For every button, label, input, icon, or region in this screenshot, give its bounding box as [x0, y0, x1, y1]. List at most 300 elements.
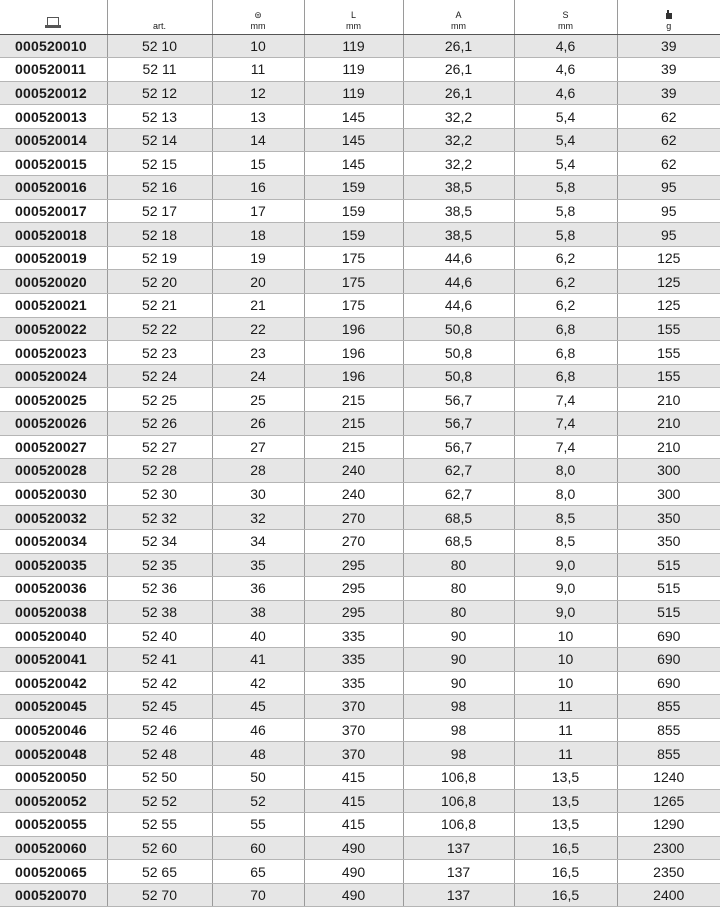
a-mm: 68,5	[403, 506, 514, 530]
size-mm: 30	[212, 482, 304, 506]
weight-g: 1290	[617, 813, 720, 837]
size-mm: 27	[212, 435, 304, 459]
table-row	[0, 695, 720, 719]
article-number: 52 42	[107, 671, 212, 695]
length-mm: 196	[304, 364, 403, 388]
length-mm: 295	[304, 577, 403, 601]
a-mm: 56,7	[403, 412, 514, 436]
product-code: 000520020	[0, 270, 107, 294]
size-mm: 20	[212, 270, 304, 294]
weight-g: 855	[617, 695, 720, 719]
length-mm: 159	[304, 176, 403, 200]
product-code: 000520035	[0, 553, 107, 577]
product-code: 000520012	[0, 81, 107, 105]
table-row	[0, 317, 720, 341]
s-mm: 11	[514, 742, 617, 766]
article-number: 52 27	[107, 435, 212, 459]
article-number: 52 12	[107, 81, 212, 105]
weight-g: 515	[617, 600, 720, 624]
weight-unit: g	[666, 20, 672, 31]
article-number: 52 22	[107, 317, 212, 341]
product-code: 000520046	[0, 718, 107, 742]
article-number: 52 35	[107, 553, 212, 577]
table-row	[0, 199, 720, 223]
product-code: 000520016	[0, 176, 107, 200]
a-mm: 32,2	[403, 128, 514, 152]
weight-g: 855	[617, 742, 720, 766]
weight-g: 1240	[617, 765, 720, 789]
length-mm: 270	[304, 506, 403, 530]
length-mm: 119	[304, 34, 403, 58]
s-mm: 11	[514, 695, 617, 719]
s-mm: 16,5	[514, 860, 617, 884]
table-row	[0, 246, 720, 270]
a-mm: 44,6	[403, 294, 514, 318]
size-mm: 18	[212, 223, 304, 247]
weight-g: 2350	[617, 860, 720, 884]
size-mm: 35	[212, 553, 304, 577]
article-number: 52 70	[107, 883, 212, 907]
product-code: 000520060	[0, 836, 107, 860]
length-mm: 415	[304, 765, 403, 789]
s-mm: 10	[514, 647, 617, 671]
article-number: 52 36	[107, 577, 212, 601]
header-length	[304, 0, 403, 34]
weight-g: 125	[617, 294, 720, 318]
table-row	[0, 577, 720, 601]
table-row	[0, 270, 720, 294]
s-mm: 4,6	[514, 81, 617, 105]
length-mm: 335	[304, 671, 403, 695]
s-mm: 5,4	[514, 152, 617, 176]
table-row	[0, 482, 720, 506]
s-mm: 6,8	[514, 364, 617, 388]
size-mm: 48	[212, 742, 304, 766]
size-mm: 25	[212, 388, 304, 412]
weight-g: 855	[617, 718, 720, 742]
size-mm: 10	[212, 34, 304, 58]
weight-g: 39	[617, 81, 720, 105]
table-row	[0, 341, 720, 365]
s-mm: 7,4	[514, 388, 617, 412]
article-number: 52 28	[107, 459, 212, 483]
size-unit: mm	[250, 20, 266, 31]
article-number: 52 60	[107, 836, 212, 860]
a-mm: 106,8	[403, 813, 514, 837]
s-mm: 13,5	[514, 813, 617, 837]
size-mm: 50	[212, 765, 304, 789]
size-mm: 24	[212, 364, 304, 388]
a-mm: 62,7	[403, 459, 514, 483]
weight-icon	[666, 10, 672, 19]
length-mm: 175	[304, 294, 403, 318]
article-number: 52 46	[107, 718, 212, 742]
length-mm: 415	[304, 813, 403, 837]
s-mm: 10	[514, 624, 617, 648]
product-code: 000520042	[0, 671, 107, 695]
weight-g: 210	[617, 412, 720, 436]
table-row	[0, 128, 720, 152]
product-code: 000520019	[0, 246, 107, 270]
weight-g: 2400	[617, 883, 720, 907]
table-row	[0, 529, 720, 553]
article-number: 52 13	[107, 105, 212, 129]
article-number: 52 32	[107, 506, 212, 530]
article-number: 52 11	[107, 58, 212, 82]
a-mm: 56,7	[403, 388, 514, 412]
a-mm: 50,8	[403, 364, 514, 388]
length-mm: 335	[304, 647, 403, 671]
size-mm: 13	[212, 105, 304, 129]
article-number: 52 45	[107, 695, 212, 719]
a-mm: 62,7	[403, 482, 514, 506]
weight-g: 515	[617, 553, 720, 577]
table-row	[0, 860, 720, 884]
product-code: 000520050	[0, 765, 107, 789]
s-mm: 7,4	[514, 412, 617, 436]
s-mm: 5,4	[514, 105, 617, 129]
size-mm: 22	[212, 317, 304, 341]
a-mm: 38,5	[403, 223, 514, 247]
size-mm: 55	[212, 813, 304, 837]
length-mm: 119	[304, 81, 403, 105]
weight-g: 155	[617, 364, 720, 388]
size-mm: 21	[212, 294, 304, 318]
table-row	[0, 647, 720, 671]
size-mm: 14	[212, 128, 304, 152]
length-unit: mm	[346, 20, 361, 31]
weight-g: 690	[617, 624, 720, 648]
table-row	[0, 81, 720, 105]
article-number: 52 52	[107, 789, 212, 813]
weight-g: 39	[617, 34, 720, 58]
size-mm: 42	[212, 671, 304, 695]
size-mm: 11	[212, 58, 304, 82]
weight-g: 690	[617, 647, 720, 671]
s-mm: 13,5	[514, 789, 617, 813]
table-row	[0, 765, 720, 789]
weight-g: 2300	[617, 836, 720, 860]
s-unit: mm	[558, 20, 573, 31]
product-code: 000520010	[0, 34, 107, 58]
article-number: 52 10	[107, 34, 212, 58]
a-mm: 38,5	[403, 176, 514, 200]
s-mm: 8,0	[514, 482, 617, 506]
s-mm: 11	[514, 718, 617, 742]
table-row	[0, 883, 720, 907]
size-mm: 60	[212, 836, 304, 860]
product-code: 000520015	[0, 152, 107, 176]
weight-g: 125	[617, 270, 720, 294]
size-mm: 45	[212, 695, 304, 719]
a-mm: 38,5	[403, 199, 514, 223]
s-mm: 9,0	[514, 577, 617, 601]
s-mm: 6,2	[514, 270, 617, 294]
header-a	[403, 0, 514, 34]
size-mm: 65	[212, 860, 304, 884]
a-mm: 137	[403, 883, 514, 907]
a-mm: 50,8	[403, 317, 514, 341]
length-mm: 335	[304, 624, 403, 648]
a-mm: 90	[403, 671, 514, 695]
size-mm: 16	[212, 176, 304, 200]
a-mm: 44,6	[403, 270, 514, 294]
length-mm: 370	[304, 695, 403, 719]
article-number: 52 40	[107, 624, 212, 648]
size-mm: 36	[212, 577, 304, 601]
article-number: 52 14	[107, 128, 212, 152]
weight-g: 62	[617, 128, 720, 152]
table-row	[0, 789, 720, 813]
article-number: 52 38	[107, 600, 212, 624]
weight-g: 39	[617, 58, 720, 82]
length-mm: 490	[304, 836, 403, 860]
article-number: 52 41	[107, 647, 212, 671]
length-mm: 145	[304, 128, 403, 152]
size-mm: 12	[212, 81, 304, 105]
size-mm: 40	[212, 624, 304, 648]
a-mm: 106,8	[403, 765, 514, 789]
table-row	[0, 600, 720, 624]
s-mm: 8,5	[514, 529, 617, 553]
product-code: 000520065	[0, 860, 107, 884]
table-row	[0, 388, 720, 412]
article-number: 52 34	[107, 529, 212, 553]
a-mm: 32,2	[403, 105, 514, 129]
product-code: 000520028	[0, 459, 107, 483]
product-code: 000520023	[0, 341, 107, 365]
length-mm: 159	[304, 223, 403, 247]
length-mm: 490	[304, 883, 403, 907]
a-mm: 32,2	[403, 152, 514, 176]
length-mm: 240	[304, 482, 403, 506]
table-row	[0, 412, 720, 436]
length-mm: 175	[304, 270, 403, 294]
a-mm: 98	[403, 742, 514, 766]
length-mm: 295	[304, 600, 403, 624]
product-code: 000520040	[0, 624, 107, 648]
product-code: 000520055	[0, 813, 107, 837]
weight-g: 300	[617, 482, 720, 506]
header-weight	[617, 0, 720, 34]
s-label: S	[562, 9, 569, 20]
article-number: 52 26	[107, 412, 212, 436]
product-code: 000520041	[0, 647, 107, 671]
length-mm: 196	[304, 317, 403, 341]
a-label: A	[455, 9, 462, 20]
s-mm: 7,4	[514, 435, 617, 459]
table-row	[0, 624, 720, 648]
size-mm: 26	[212, 412, 304, 436]
weight-g: 350	[617, 506, 720, 530]
table-row	[0, 152, 720, 176]
s-mm: 13,5	[514, 765, 617, 789]
article-label: art.	[152, 20, 166, 31]
table-row	[0, 553, 720, 577]
a-mm: 26,1	[403, 34, 514, 58]
product-code: 000520014	[0, 128, 107, 152]
article-number: 52 17	[107, 199, 212, 223]
weight-g: 95	[617, 223, 720, 247]
s-mm: 9,0	[514, 600, 617, 624]
table-body	[0, 34, 720, 907]
size-mm: 52	[212, 789, 304, 813]
article-number: 52 25	[107, 388, 212, 412]
a-mm: 80	[403, 553, 514, 577]
length-mm: 196	[304, 341, 403, 365]
size-mm: 41	[212, 647, 304, 671]
table-row	[0, 364, 720, 388]
a-mm: 137	[403, 836, 514, 860]
article-number: 52 65	[107, 860, 212, 884]
s-mm: 6,8	[514, 341, 617, 365]
a-mm: 106,8	[403, 789, 514, 813]
length-mm: 145	[304, 105, 403, 129]
article-number: 52 15	[107, 152, 212, 176]
weight-g: 62	[617, 152, 720, 176]
size-mm: 28	[212, 459, 304, 483]
product-code: 000520026	[0, 412, 107, 436]
weight-g: 95	[617, 199, 720, 223]
size-mm: 19	[212, 246, 304, 270]
length-mm: 415	[304, 789, 403, 813]
table-row	[0, 671, 720, 695]
length-mm: 215	[304, 412, 403, 436]
table-row	[0, 34, 720, 58]
weight-g: 690	[617, 671, 720, 695]
table-row	[0, 718, 720, 742]
length-mm: 145	[304, 152, 403, 176]
length-mm: 295	[304, 553, 403, 577]
weight-g: 155	[617, 341, 720, 365]
s-mm: 5,8	[514, 176, 617, 200]
article-number: 52 48	[107, 742, 212, 766]
size-mm: 32	[212, 506, 304, 530]
s-mm: 5,8	[514, 223, 617, 247]
a-mm: 90	[403, 647, 514, 671]
article-number: 52 19	[107, 246, 212, 270]
s-mm: 4,6	[514, 58, 617, 82]
table-row	[0, 836, 720, 860]
length-mm: 370	[304, 718, 403, 742]
product-code: 000520018	[0, 223, 107, 247]
a-mm: 26,1	[403, 81, 514, 105]
a-unit: mm	[451, 20, 466, 31]
a-mm: 26,1	[403, 58, 514, 82]
table-row	[0, 742, 720, 766]
length-mm: 119	[304, 58, 403, 82]
s-mm: 5,4	[514, 128, 617, 152]
product-code: 000520034	[0, 529, 107, 553]
article-number: 52 24	[107, 364, 212, 388]
product-code: 000520022	[0, 317, 107, 341]
length-mm: 370	[304, 742, 403, 766]
header-size	[212, 0, 304, 34]
weight-g: 210	[617, 435, 720, 459]
size-mm: 46	[212, 718, 304, 742]
table-row	[0, 105, 720, 129]
header-article	[107, 0, 212, 34]
a-mm: 44,6	[403, 246, 514, 270]
length-mm: 159	[304, 199, 403, 223]
product-code: 000520038	[0, 600, 107, 624]
product-code: 000520045	[0, 695, 107, 719]
s-mm: 6,2	[514, 246, 617, 270]
product-code: 000520048	[0, 742, 107, 766]
s-mm: 8,5	[514, 506, 617, 530]
weight-g: 515	[617, 577, 720, 601]
article-number: 52 18	[107, 223, 212, 247]
product-code: 000520025	[0, 388, 107, 412]
table-row	[0, 435, 720, 459]
length-mm: 215	[304, 435, 403, 459]
article-number: 52 16	[107, 176, 212, 200]
s-mm: 9,0	[514, 553, 617, 577]
s-mm: 5,8	[514, 199, 617, 223]
length-mm: 240	[304, 459, 403, 483]
product-code: 000520021	[0, 294, 107, 318]
weight-g: 350	[617, 529, 720, 553]
length-mm: 175	[304, 246, 403, 270]
a-mm: 68,5	[403, 529, 514, 553]
product-code: 000520017	[0, 199, 107, 223]
a-mm: 98	[403, 718, 514, 742]
s-mm: 4,6	[514, 34, 617, 58]
s-mm: 16,5	[514, 836, 617, 860]
article-number: 52 23	[107, 341, 212, 365]
product-code: 000520036	[0, 577, 107, 601]
a-mm: 80	[403, 577, 514, 601]
size-mm: 17	[212, 199, 304, 223]
s-mm: 6,8	[514, 317, 617, 341]
a-mm: 98	[403, 695, 514, 719]
a-mm: 137	[403, 860, 514, 884]
weight-g: 1265	[617, 789, 720, 813]
table-row	[0, 294, 720, 318]
size-mm: 15	[212, 152, 304, 176]
table-row	[0, 506, 720, 530]
length-mm: 215	[304, 388, 403, 412]
product-code: 000520070	[0, 883, 107, 907]
s-mm: 8,0	[514, 459, 617, 483]
product-code: 000520030	[0, 482, 107, 506]
product-code: 000520013	[0, 105, 107, 129]
table-row	[0, 459, 720, 483]
weight-g: 125	[617, 246, 720, 270]
header-row	[0, 0, 720, 34]
disk-icon	[45, 17, 61, 29]
a-mm: 50,8	[403, 341, 514, 365]
s-mm: 6,2	[514, 294, 617, 318]
length-label: L	[350, 9, 356, 20]
article-number: 52 30	[107, 482, 212, 506]
weight-g: 300	[617, 459, 720, 483]
product-code: 000520027	[0, 435, 107, 459]
product-code: 000520052	[0, 789, 107, 813]
length-mm: 270	[304, 529, 403, 553]
table-row	[0, 176, 720, 200]
header-s	[514, 0, 617, 34]
weight-g: 95	[617, 176, 720, 200]
product-code: 000520024	[0, 364, 107, 388]
weight-g: 155	[617, 317, 720, 341]
product-code: 000520032	[0, 506, 107, 530]
size-mm: 38	[212, 600, 304, 624]
table-row	[0, 223, 720, 247]
article-number: 52 21	[107, 294, 212, 318]
article-number: 52 20	[107, 270, 212, 294]
table-row	[0, 813, 720, 837]
